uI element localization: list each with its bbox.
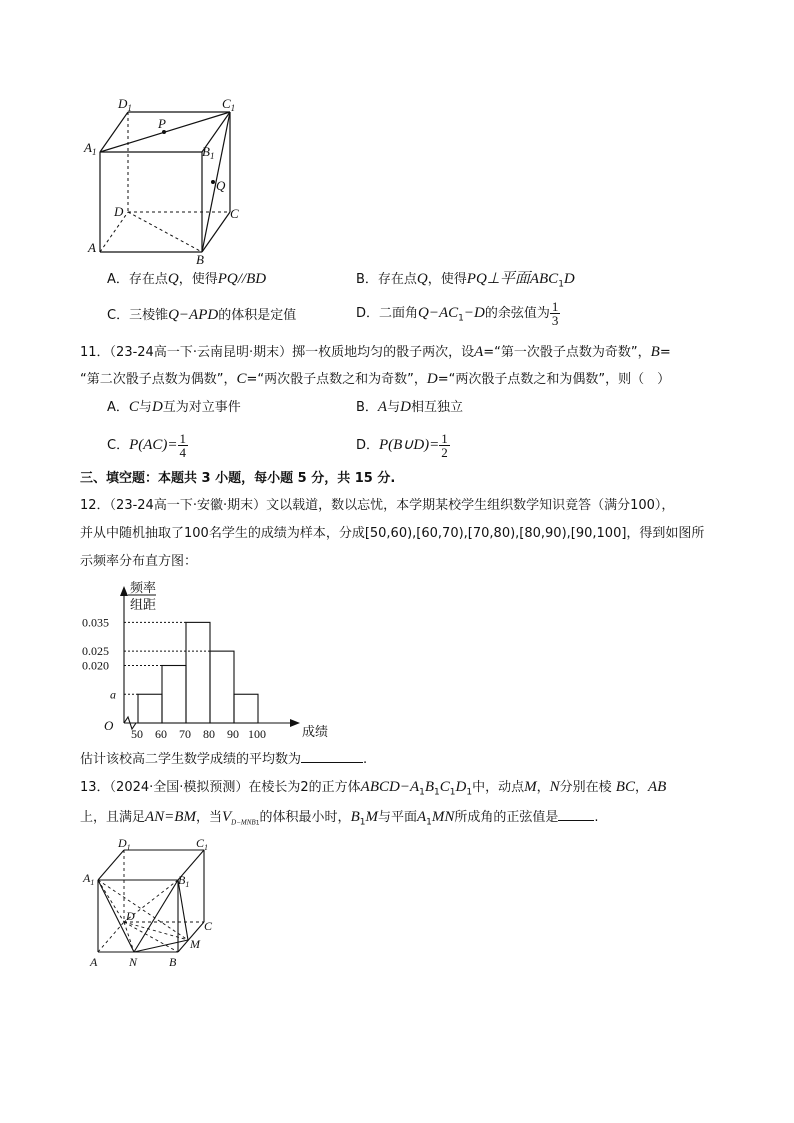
label2-B: B [169,955,177,969]
q12-line-1: 12．（23-24高一下·安徽·期末）文以载道，数以忘忧，本学期某校学生组织数学知识竟答（满分100）， [80,498,675,513]
label-A1: $A_1$ [84,140,97,157]
hist-ytick-2: 0.025 [82,644,109,659]
hist-ytick-3: 0.020 [82,658,109,673]
label-Q: Q [216,178,226,193]
label2-N: N [129,955,138,969]
hist-bar-3 [186,622,210,723]
hist-bar-5 [234,694,258,723]
q11-option-c: C．P(AC)= $\frac{1}{4}$ [107,431,187,460]
label2-A1: $A_1$ [83,871,95,887]
label-B1: $B_1$ [202,144,215,161]
label2-C1: $C_1$ [196,836,209,852]
hist-xtick-100: 100 [248,727,266,741]
cube-figure-1 [80,92,250,267]
q10-option-c: C．三棱锥Q−APD的体积是定值 [107,307,297,323]
hist-bar-1 [138,694,162,723]
hist-ytick-4: a [110,687,116,702]
q12-line-2: 并从中随机抽取了100名学生的成绩为样本，分成[50,60),[60,70),[70,80),[80,90),[90,100]，得到如图所 [80,526,705,541]
hist-xlabel: 成绩 [302,724,329,739]
q12-question: 估计该校高二学生数学成绩的平均数为 . [80,752,368,767]
label-D1: $D_1$ [118,96,132,113]
hist-ylabel-bottom: 组距 [130,597,157,612]
q13-line-2: 上，且满足AN=BM，当$V_{D-MNB1}$的体积最小时，$B_1M$与平面$A_1MN$所成角的正弦值是 . [80,809,599,828]
q13-line-1: 13．（2024·全国·模拟预测）在棱长为2的正方体$ABCD-A_1B_1C_1D_1$中，动点M，N分别在棱 BC，AB [80,779,667,798]
label-C: C [230,206,239,221]
hist-bar-4 [210,651,234,723]
frequency-histogram [80,578,329,743]
q10-option-d: D．二面角$Q-AC_1-D$的余弦值为 $\frac{1}{3}$ [356,299,559,328]
label2-M: M [190,937,200,951]
section-3-heading: 三、填空题：本题共 3 小题，每小题 5 分，共 15 分. [80,471,396,486]
q11-option-d: D．P(B∪D)= $\frac{1}{2}$ [356,431,448,460]
hist-ytick-1: 0.035 [82,615,109,630]
label2-A: A [90,955,98,969]
q12-line-3: 示频率分布直方图： [80,554,198,569]
label2-B1: $B_1$ [178,873,190,889]
cube-figure-2 [80,836,230,971]
hist-origin: O [104,718,114,733]
hist-xtick-60: 60 [155,727,167,741]
hist-xtick-50: 50 [131,727,143,741]
q10-option-a: A．存在点Q，使得PQ//BD [107,271,267,287]
label-B: B [196,252,204,267]
label-D: D [114,204,124,219]
label2-C: C [204,919,213,933]
label-A: A [88,240,96,255]
hist-bar-2 [162,666,186,724]
q11-line-1: 11．（23-24高一下·云南昆明·期末）掷一枚质地均匀的骰子两次，设A=“第一次骰子点数为奇数”，B= [80,344,671,360]
hist-ylabel-top: 频率 [130,580,157,595]
hist-xtick-90: 90 [227,727,239,741]
hist-xtick-80: 80 [203,727,215,741]
label2-D1: $D_1$ [118,836,131,852]
label2-D: D [126,909,135,923]
q11-option-b: B．A与D相互独立 [356,399,463,415]
label-C1: $C_1$ [222,96,236,113]
answer-blank-q13[interactable] [558,808,594,821]
q11-option-a: A．C与D互为对立事件 [107,399,241,415]
q11-line-2: “第二次骰子点数为偶数”，C=“两次骰子点数之和为奇数”，D=“两次骰子点数之和为偶数”，则（ ） [80,371,671,387]
hist-xtick-70: 70 [179,727,191,741]
answer-blank-q12[interactable] [301,750,363,763]
q10-option-b: B．存在点Q，使得PQ⊥平面$ABC_1D$ [356,271,575,290]
label-P: P [158,116,166,131]
